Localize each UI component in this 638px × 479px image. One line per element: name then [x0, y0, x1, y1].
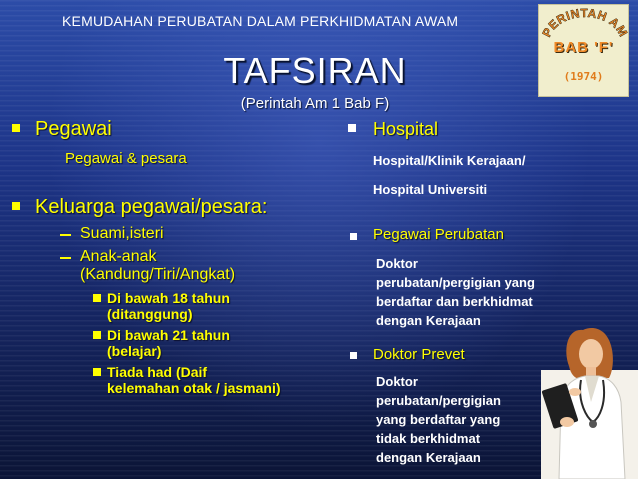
sub-item-no-limit [107, 364, 281, 396]
pegawai-heading: Pegawai [35, 118, 112, 140]
text-line: perubatan/pergigian yang [376, 275, 535, 290]
hospital-subtext: Hospital Universiti [373, 182, 488, 197]
doktor-prevet-heading: Doktor Prevet [373, 346, 465, 363]
anak-anak-type-line: (Kandung/Tiri/Angkat) [80, 266, 236, 283]
pegawai-perubatan-text [376, 254, 535, 330]
square-bullet-icon [348, 124, 356, 132]
text-line: dengan Kerajaan [376, 313, 481, 328]
dash-bullet-icon [60, 257, 71, 259]
square-bullet-icon [12, 124, 20, 132]
square-bullet-icon [350, 352, 357, 359]
anak-anak-line: Anak-anak [80, 248, 157, 265]
text-line: berdaftar dan berkhidmat [376, 294, 533, 309]
page-subtitle: (Perintah Am 1 Bab F) [240, 95, 390, 112]
square-bullet-icon [93, 331, 101, 339]
header-text: KEMUDAHAN PERUBATAN DALAM PERKHIDMATAN AWAM [62, 13, 459, 29]
perintah-am-badge [538, 4, 629, 97]
badge-year: (1974) [563, 70, 604, 83]
doctor-neck [586, 367, 596, 376]
square-bullet-icon [93, 368, 101, 376]
keluarga-heading: Keluarga pegawai/pesara: [35, 196, 268, 218]
page-title: TAFSIRAN [223, 50, 407, 91]
hospital-subtext: Hospital/Klinik Kerajaan/ [373, 153, 526, 168]
square-bullet-icon [350, 233, 357, 240]
doctor-hand [560, 417, 574, 427]
text-line: dengan Kerajaan [376, 450, 481, 465]
doktor-prevet-text [376, 372, 501, 467]
sub-item-line: (belajar) [107, 343, 162, 359]
anak-anak-item [80, 248, 235, 284]
badge-arc-label: PERINTAH AM [539, 5, 630, 40]
dash-bullet-icon [60, 234, 71, 236]
svg-text:PERINTAH AM [539, 6, 630, 39]
square-bullet-icon [12, 202, 20, 210]
doctor-face [579, 339, 603, 369]
doctor-illustration [541, 322, 638, 479]
sub-item-line: Di bawah 21 tahun [107, 327, 230, 343]
square-bullet-icon [93, 294, 101, 302]
badge-bab-text: BAB 'F' [553, 39, 614, 56]
hospital-heading: Hospital [373, 119, 439, 139]
pegawai-perubatan-heading: Pegawai Perubatan [373, 226, 504, 243]
text-line: Doktor [376, 374, 418, 389]
doctor-hand [569, 388, 581, 396]
text-line: perubatan/pergigian [376, 393, 501, 408]
text-line: Doktor [376, 256, 418, 271]
sub-item-under-18 [107, 290, 230, 322]
sub-item-line: kelemahan otak / jasmani) [107, 380, 281, 396]
text-line: yang berdaftar yang [376, 412, 501, 427]
text-line: tidak berkhidmat [376, 431, 481, 446]
pegawai-subtext: Pegawai & pesara [65, 150, 187, 167]
sub-item-line: (ditanggung) [107, 306, 193, 322]
sub-item-under-21 [107, 327, 230, 359]
sub-item-line: Di bawah 18 tahun [107, 290, 230, 306]
stethoscope-chestpiece [589, 420, 597, 428]
sub-item-line: Tiada had (Daif [107, 364, 208, 380]
suami-isteri-item: Suami,isteri [80, 225, 164, 242]
